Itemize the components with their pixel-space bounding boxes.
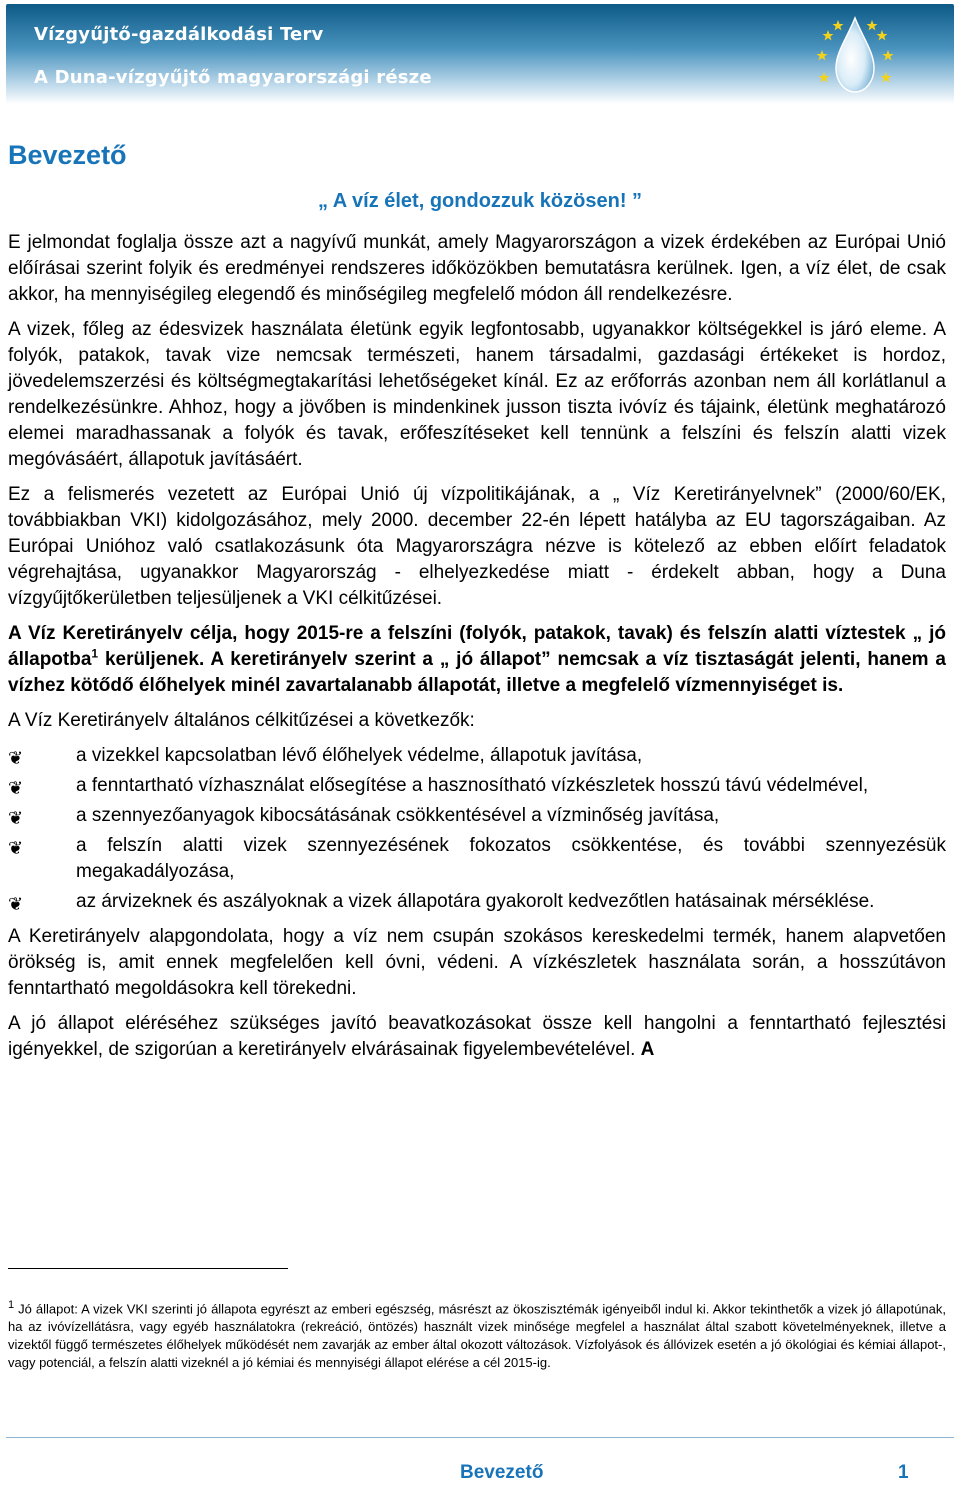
- list-item-text: a felszín alatti vizek szennyezésének fokozatos csökkentése, és további szennyezésük megakadályozása,: [76, 835, 946, 882]
- page-header: [6, 4, 954, 104]
- footnote-text: Jó állapot: A vizek VKI szerinti jó állapota egyrészt az emberi egészség, másrészt az ökoszisztémák igényeiből indul ki. Akkor tekinthetők a vizek jó állapotúnak, ha az ivóvízellátásra, vagy egyéb használatokra (rekreáció, öntözés) használt vizek minősége megfelel a használat által szabott követelményeknek, illetve a vizektől függő természetes élőhelyek működését nem zavarják az ember által okozott változások. Vízfolyások és állóvizek esetén a jó ökológiai és kémiai állapot-, vagy potenciál, a felszín alatti vizeknél a jó kémiai és mennyiségi állapot elérése a cél 2015-ig.: [8, 1301, 946, 1371]
- goals-list: [8, 743, 946, 915]
- footnote-reference[interactable]: 1: [91, 646, 99, 661]
- paragraph-intro: E jelmondat foglalja össze azt a nagyívű munkát, amely Magyarországon a vizek érdekében az Európai Unió előírásai szerint folyik és eredményei rendszeres időközökben bemutatásra kerülnek. Igen, a víz élet, de csak akkor, ha mennyiségileg elegendő és minőségileg megfelelő módon áll rendelkezésre.: [8, 232, 946, 305]
- list-item: [8, 833, 946, 885]
- goal-text-end: kerüljenek. A keretirányelv szerint a „ jó állapot” nemcsak a víz tisztaságát jelenti, hanem a vízhez kötődő élőhelyek minél zavartalanabb állapotát, illetve a megfelelő vízmennyiséget is.: [8, 649, 946, 696]
- footer-divider: [6, 1437, 954, 1438]
- header-subtitle: A Duna-vízgyűjtő magyarországi része: [34, 67, 432, 88]
- paragraph-principle: A Keretirányelv alapgondolata, hogy a víz nem csupán szokásos kereskedelmi termék, hanem alapvetően örökség is, amit ennek megfelelően kell óvni, védeni. A vízkészletek használata során, a hosszútávon fenntartható megoldásokra kell törekedni.: [8, 926, 946, 999]
- section-title: Bevezető: [8, 140, 127, 170]
- footnote: [8, 1296, 946, 1372]
- list-item-text: a fenntartható vízhasználat elősegítése a hasznosítható vízkészletek hosszú távú védelmével,: [76, 775, 869, 796]
- footer-title: Bevezető: [460, 1462, 544, 1483]
- eu-water-drop-logo: [814, 12, 896, 102]
- header-title: Vízgyűjtő-gazdálkodási Terv: [34, 24, 324, 45]
- bullet-icon: ❦: [8, 894, 24, 914]
- paragraph-measures: [8, 1011, 946, 1063]
- list-item-text: az árvizeknek és aszályoknak a vizek állapotára gyakorolt kedvezőtlen hatásainak mérséklése.: [76, 891, 875, 912]
- paragraph-goals-intro: A Víz Keretirányelv általános célkitűzései a következők:: [8, 710, 475, 731]
- list-item-text: a vizekkel kapcsolatban lévő élőhelyek védelme, állapotuk javítása,: [76, 745, 643, 766]
- footnote-number: 1: [8, 1299, 15, 1311]
- paragraph-vki: Ez a felismerés vezetett az Európai Unió új vízpolitikájának, a „ Víz Keretirányelvnek” (2000/60/EK, továbbiakban VKI) kidolgozásához, mely 2000. december 22-én lépett hatályba az EU tagországaiban. Az Európai Unióhoz való csatlakozásunk óta Magyarországra nézve is kötelező az ebben előírt feladatok végrehajtása, ugyanakkor Magyarország - elhelyezkedése miatt - érdekelt abban, hogy a Duna vízgyűjtőkerületben teljesüljenek a VKI célkitűzései.: [8, 484, 946, 609]
- list-item: [8, 803, 946, 829]
- paragraph-water-usage: A vizek, főleg az édesvizek használata életünk egyik legfontosabb, ugyanakkor költségekkel is járó eleme. A folyók, patakok, tavak vize nemcsak természeti, hanem társadalmi, gazdasági értékeket is hordoz, jövedelemszerzési és költségmegtakarítási lehetőségeket kínál. Ez az erőforrás azonban nem áll korlátlanul a rendelkezésünkre. Ahhoz, hogy a jövőben is mindenkinek jusson tiszta ivóvíz és tájaink, életünk meghatározó elemei maradhassanak a folyók és tavak, erőfeszítéseket kell tennünk a felszíni és felszín alatti vizek megóvásáért, állapotuk javításáért.: [8, 319, 946, 470]
- measures-text: A jó állapot eléréséhez szükséges javító beavatkozásokat össze kell hangolni a fenntartható fejlesztési igényekkel, de szigorúan a keretirányelv elvárásainak figyelembevételével.: [8, 1013, 946, 1060]
- goal-text-start: A Víz Keretirányelv célja, hogy 2015-re a felszíni (folyók, patakok, tavak) és felszín alatti víztestek „ jó állapotba: [8, 623, 946, 670]
- bullet-icon: ❦: [8, 778, 24, 798]
- bullet-icon: ❦: [8, 808, 24, 828]
- page-number: 1: [898, 1462, 909, 1483]
- bullet-icon: ❦: [8, 838, 24, 858]
- measures-continuation: A: [640, 1039, 655, 1060]
- motto: „ A víz élet, gondozzuk közösen! ”: [317, 190, 643, 212]
- list-item: [8, 773, 946, 799]
- bullet-icon: ❦: [8, 748, 24, 768]
- list-item: [8, 889, 946, 915]
- main-content: [8, 230, 946, 1072]
- footnote-divider: [8, 1268, 288, 1269]
- paragraph-goal: [8, 621, 946, 699]
- list-item: [8, 743, 946, 769]
- list-item-text: a szennyezőanyagok kibocsátásának csökkentésével a vízminőség javítása,: [76, 805, 720, 826]
